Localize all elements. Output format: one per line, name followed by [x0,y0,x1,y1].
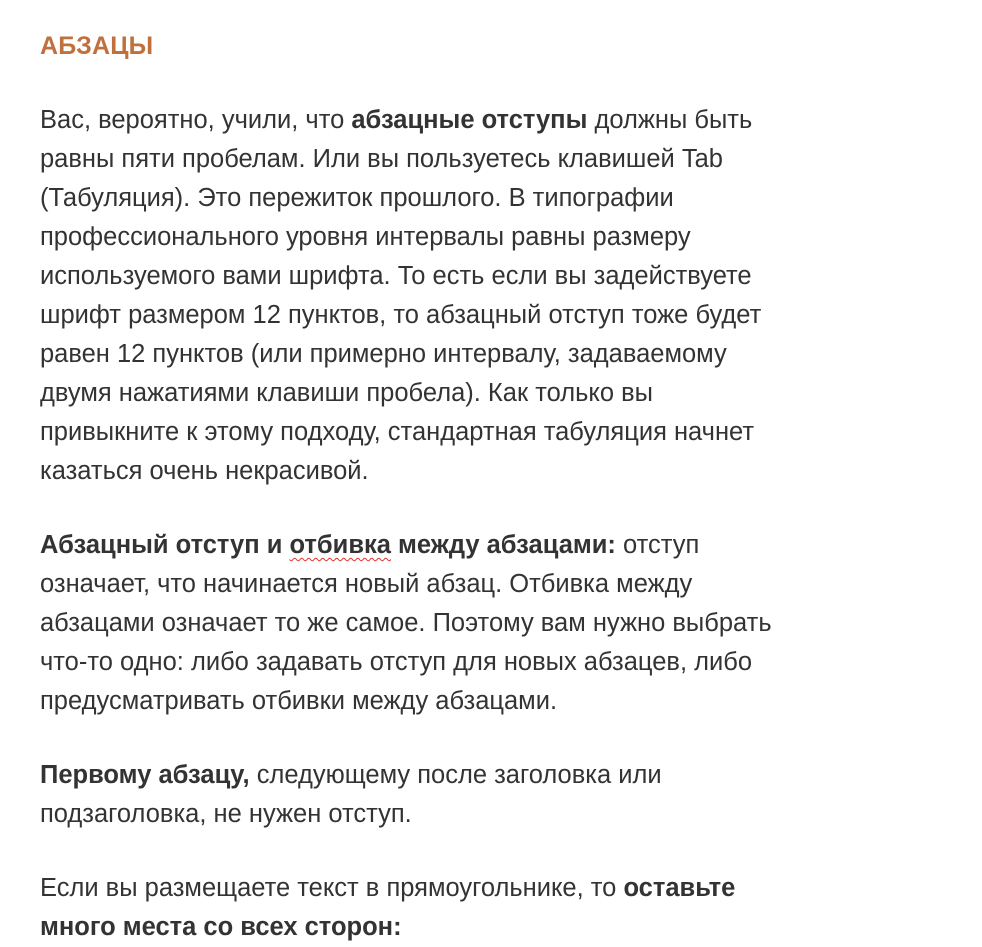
p2-text: отступ [615,531,700,559]
p4-line-2: много места со всех сторон: [40,913,402,941]
p4-line-1 [40,869,940,908]
p1-line-2: равны пяти пробелам. Или вы пользуетесь клавишей Tab [40,145,723,173]
paragraph-indents [40,101,940,491]
p4-bold: оставьте [623,874,736,902]
document [40,27,940,947]
p2-line-5: предусматривать отбивки между абзацами. [40,687,558,715]
p1-line-10: казаться очень некрасивой. [40,457,369,485]
p1-text: Вас, вероятно, учили, что [40,106,352,134]
p2-line-3: абзацами означает то же самое. Поэтому вам нужно выбрать [40,609,772,637]
p3-bold-lead: Первому абзацу, [40,761,250,789]
p3-line-1 [40,756,940,795]
section-heading: АБЗАЦЫ [40,32,154,60]
p1-line-1 [40,101,940,140]
p1-line-5: используемого вами шрифта. То есть если вы задействуете [40,262,752,290]
p1-line-7: равен 12 пунктов (или примерно интервалу, задаваемому [40,340,727,368]
p1-line-3: (Табуляция). Это пережиток прошлого. В типографии [40,184,674,212]
paragraph-box [40,869,940,947]
p4-text: Если вы размещаете текст в прямоугольнике, то [40,874,624,902]
p1-line-4: профессионального уровня интервалы равны размеру [40,223,691,251]
p3-text: следующему после заголовка или [249,761,662,789]
p2-line-4: что-то одно: либо задавать отступ для новых абзацев, либо [40,648,753,676]
p2-bold-lead-cont: между абзацами: [390,531,616,559]
p2-line-1 [40,526,940,565]
p1-line-8: двумя нажатиями клавиши пробела). Как только вы [40,379,653,407]
p2-line-2: означает, что начинается новый абзац. Отбивка между [40,570,693,598]
p2-bold-lead: Абзацный отступ и [40,531,290,559]
p1-line-9: привыкните к этому подходу, стандартная табуляция начнет [40,418,755,446]
p3-line-2: подзаголовка, не нужен отступ. [40,800,412,828]
p2-spellcheck-word[interactable]: отбивка [289,531,391,559]
p1-line-6: шрифт размером 12 пунктов, то абзацный отступ тоже будет [40,301,762,329]
p1-bold-term: абзацные отступы [351,106,588,134]
paragraph-first [40,756,940,834]
paragraph-spacing [40,526,940,721]
p1-text-cont: должны быть [587,106,753,134]
